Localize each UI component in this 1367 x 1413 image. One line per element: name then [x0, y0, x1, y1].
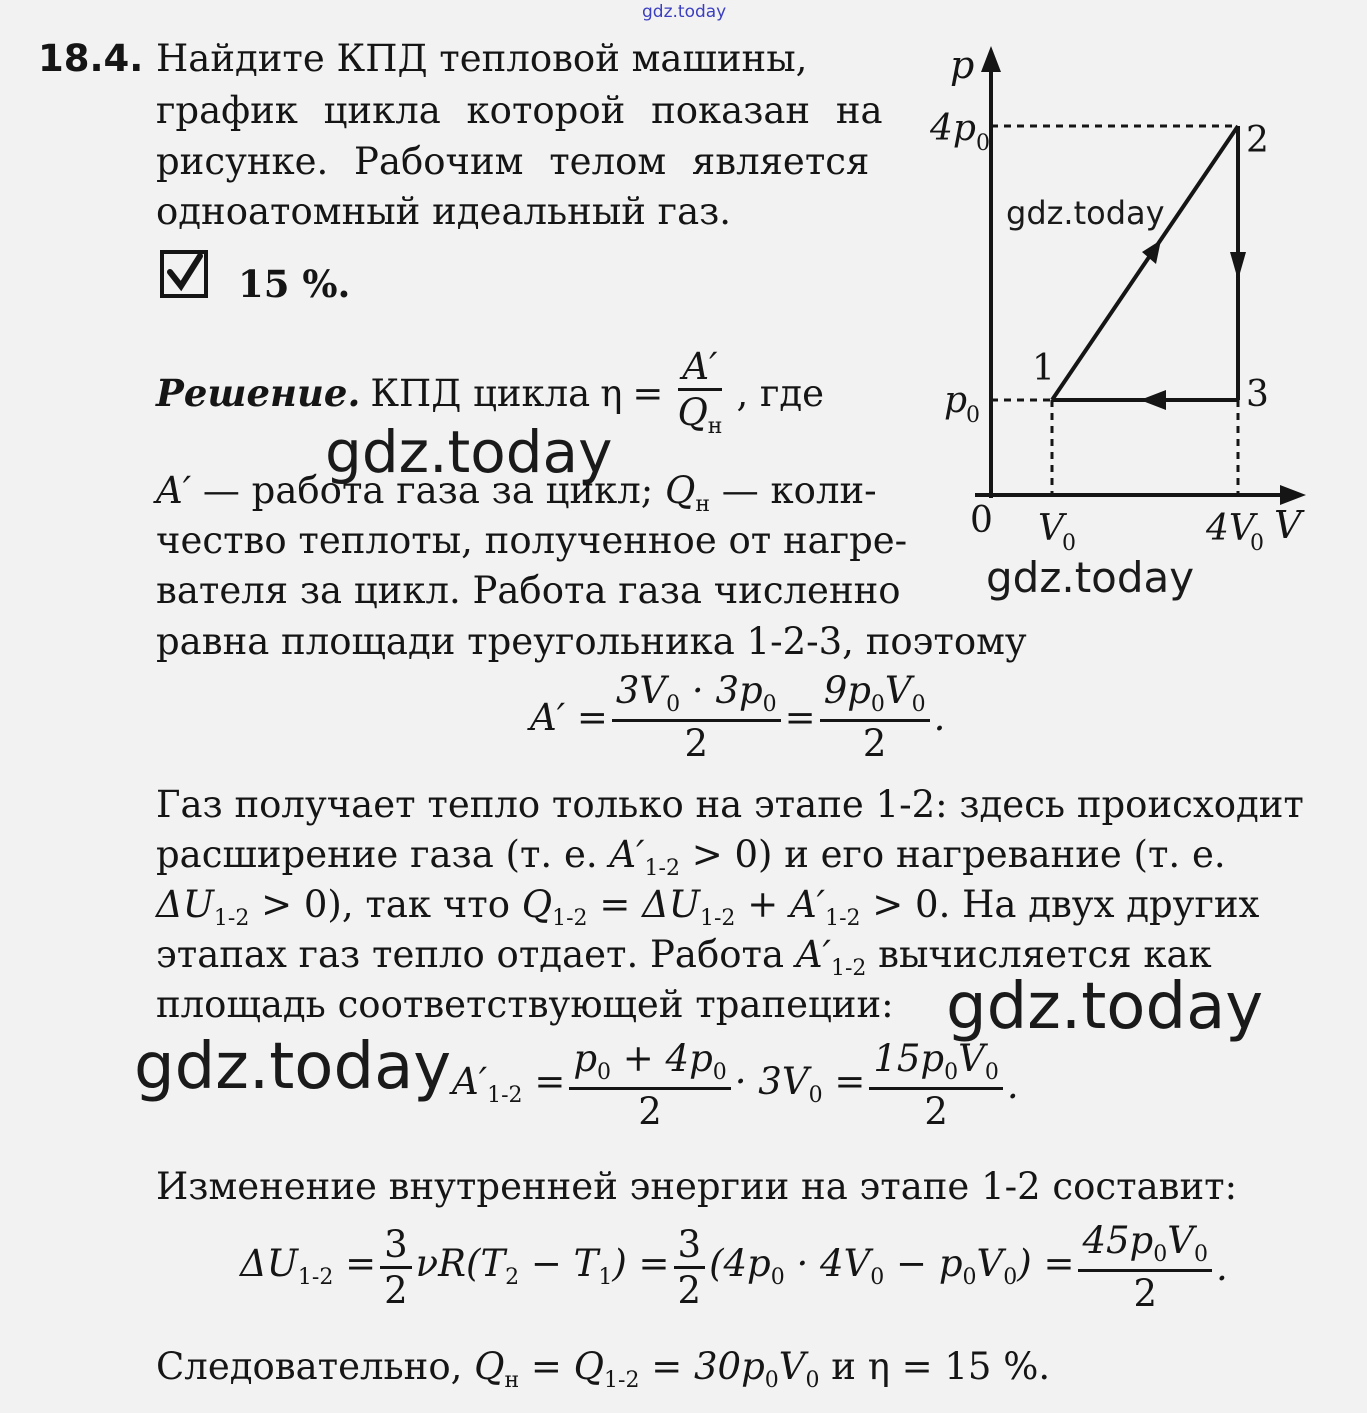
solution-line-4: вателя за цикл. Работа газа численно	[156, 569, 901, 612]
watermark-left-1: gdz.today	[325, 418, 613, 486]
problem-text-1: Найдите КПД тепловой машины,	[156, 37, 808, 80]
label-4p-sub: 0	[976, 131, 990, 156]
eta-symbol: η	[600, 371, 623, 415]
para2-line: Изменение внутренней энергии на этапе 1-2 составит:	[156, 1165, 1238, 1208]
solution-line-3: чество теплоты, полученное от нагре-	[156, 519, 908, 562]
para1-line-5: площадь соответствующей трапеции:	[156, 983, 894, 1026]
para1-line-2: расширение газа (т. е. $A'_{1-2} > 0$) и его нагревание (т. е.	[156, 833, 1226, 881]
arrow-3-1	[1140, 390, 1166, 410]
solution-label: Решение.	[156, 370, 361, 415]
watermark-right-1: gdz.today	[986, 553, 1195, 602]
label-4v0-sub: 0	[1250, 531, 1264, 556]
solution-line-5: равна площади треугольника 1-2-3, поэтому	[156, 620, 1027, 663]
problem-line-3: рисунке. Рабочим телом является	[156, 140, 870, 183]
point-1-label: 1	[1032, 348, 1055, 389]
formula-work: A′ = $\frac{3V_0 \cdot 3p_0}{2}$ = $\frac{9p_0V_0}{2}$ .	[530, 669, 946, 765]
final-line: Следовательно, $Q_н = Q_{1-2} = 30p_0V_0$ и η = 15 %.	[156, 1345, 1051, 1393]
label-origin: 0	[970, 500, 993, 541]
para1-line-4: этапах газ тепло отдает. Работа $A'_{1-2}$ вычисляется как	[156, 933, 1212, 981]
solution-line-1: Решение. КПД цикла η = $\frac{A'}{Q_н}$ , где	[156, 345, 825, 439]
label-v0: V	[1038, 508, 1064, 549]
watermark-graph: gdz.today	[1006, 194, 1165, 232]
answer-checkbox	[160, 250, 208, 298]
point-3-label: 3	[1246, 374, 1269, 415]
process-1-2	[1052, 126, 1238, 400]
solution-line-2: A′ — работа газа за цикл; $Q_н$ — коли-	[156, 469, 877, 517]
efficiency-intro: КПД цикла	[370, 371, 591, 415]
label-p: p	[950, 43, 975, 87]
formula-energy: $\Delta U_{1-2}$ = $\frac{3}{2}$ $\nu R(T_2 - T_1)$ = $\frac{3}{2}$ $(4p_0 \cdot 4V_0 - p_0V_0)$ = $\frac{45p_0V_0}{2}$ .	[240, 1219, 1228, 1315]
watermark-right-2: gdz.today	[946, 970, 1264, 1044]
where-text: , где	[736, 371, 825, 415]
label-p0: p	[944, 380, 968, 421]
label-4v0: 4V	[1206, 508, 1255, 549]
watermark-left-2: gdz.today	[134, 1030, 452, 1104]
arrow-2-3	[1230, 252, 1246, 280]
p-axis-arrow	[981, 46, 1001, 72]
problem-line-1	[156, 37, 888, 80]
para1-line-3: $\Delta U_{1-2} > 0$), так что $Q_{1-2} = \Delta U_{1-2} + A'_{1-2} > 0$. На двух других	[156, 883, 1260, 931]
check-icon	[164, 254, 204, 294]
label-v: V	[1274, 503, 1302, 547]
watermark-top: gdz.today	[642, 2, 727, 22]
problem-line-2: график цикла которой показан на	[156, 89, 883, 132]
formula-work-12: $A'_{1-2}$ = $\frac{p_0 + 4p_0}{2}$ · $3V_0$ = $\frac{15p_0V_0}{2}$ .	[452, 1037, 1019, 1133]
eta-fraction: $\frac{A'}{Q_н}$	[677, 345, 723, 439]
v-axis-arrow	[1280, 485, 1306, 505]
problem-number: 18.4.	[38, 37, 144, 80]
para1-line-1: Газ получает тепло только на этапе 1-2: здесь происходит	[156, 783, 1304, 826]
label-v0-sub: 0	[1062, 531, 1076, 556]
label-4p: 4p	[930, 108, 976, 149]
answer-value: 15 %.	[238, 262, 351, 306]
label-p0-sub: 0	[966, 403, 980, 428]
problem-line-4: одноатомный идеальный газ.	[156, 190, 732, 233]
pv-cycle-graph	[930, 40, 1310, 560]
point-2-label: 2	[1246, 120, 1269, 161]
